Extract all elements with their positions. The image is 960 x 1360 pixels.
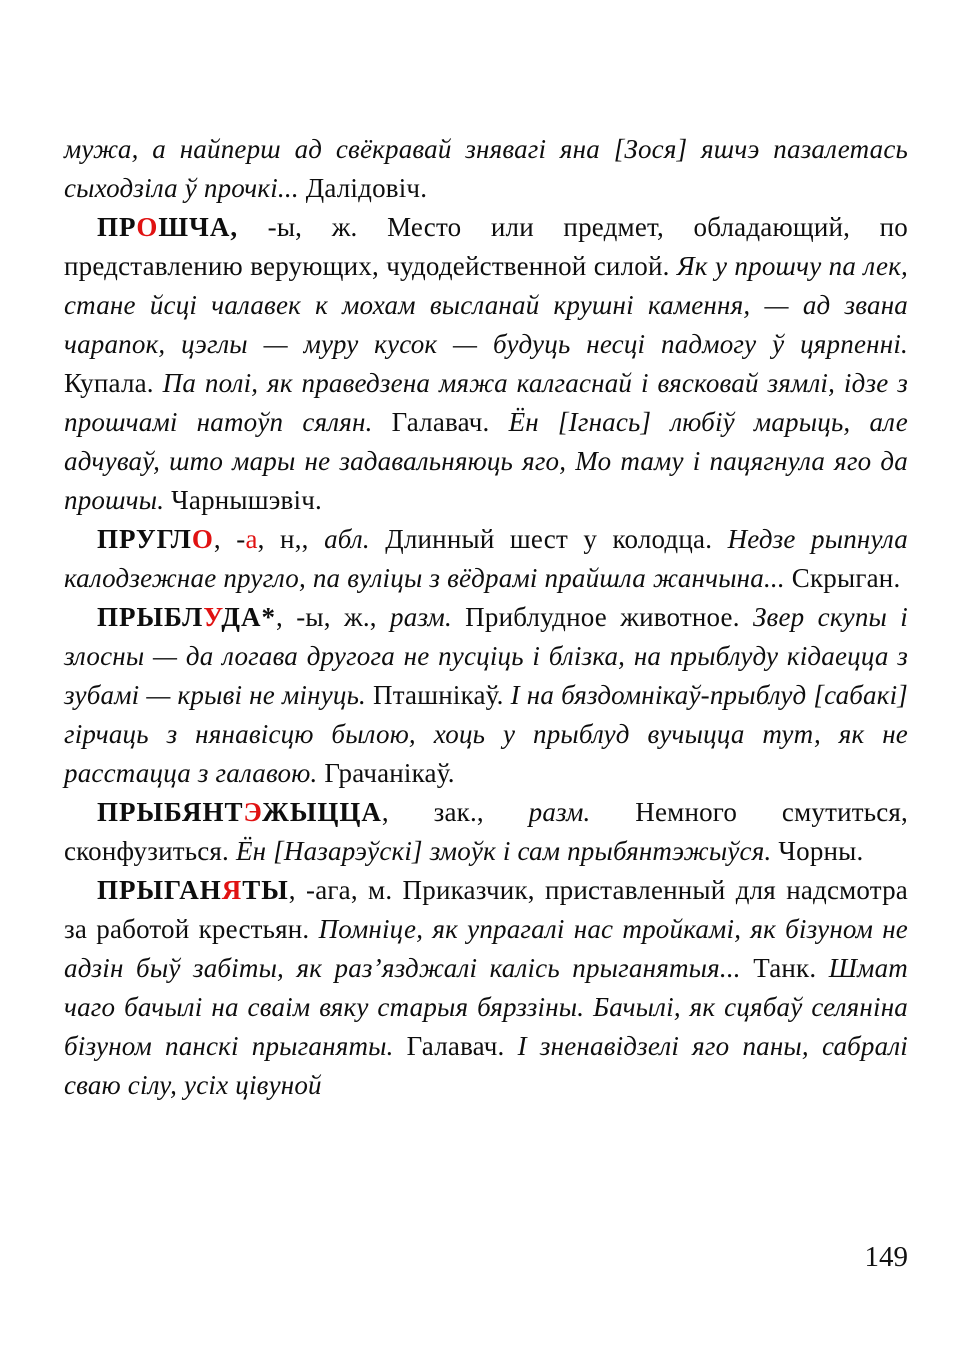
dictionary-entry-3 <box>64 598 908 793</box>
example-text-segment: Звер скупы і злосны — да логава другога не пусціць і блізка, на прыблуду кідаецца з зубамі — крыві не мінуць. <box>64 602 909 710</box>
text-segment: Далідовіч. <box>305 173 428 203</box>
text-segment: Скрыган. <box>791 563 901 593</box>
dictionary-text-block <box>64 130 908 1105</box>
dictionary-entry-4 <box>64 793 908 871</box>
dictionary-entry-1 <box>64 208 908 520</box>
dictionary-entry-0 <box>64 130 908 208</box>
example-text-segment: І зненавідзелі яго паны, сабралі сваю сілу, усіх цівуной <box>64 1031 908 1100</box>
headword: ПР <box>97 212 137 242</box>
headword: ПРЫБЯНТ <box>97 797 244 827</box>
text-segment: , - <box>213 524 246 554</box>
headword-stressed-letter: О <box>191 524 214 554</box>
dictionary-entry-5 <box>64 871 908 1105</box>
text-segment: Галавач. <box>391 407 509 437</box>
text-segment: , зак., <box>381 797 529 827</box>
example-text-segment: абл. <box>324 524 370 554</box>
text-segment: , -ага, м. Приказчик, приставленный для надсмотра за работой крестьян. <box>64 875 908 944</box>
text-segment: Купала. <box>64 368 163 398</box>
headword: ПРЫБЛ <box>97 602 204 632</box>
text-segment: , н,, <box>257 524 325 554</box>
example-text-segment: Як у прошчу па лек, стане йсці чалавек к мохам высланай крушні камення, — ад звана чарапок, цэглы — муру кусок — будуць несці падмогу ў цярпенні. <box>64 251 908 359</box>
headword: ПРУГЛ <box>97 524 192 554</box>
example-text-segment: І на бяздомнікаў-прыблуд [сабакі] гірчаць з нянавісцю былою, хоць у прыблуд вучыцца тут, як не расстацца з галавою. <box>64 680 908 788</box>
headword-stressed-letter: Я <box>221 875 243 905</box>
headword: ЖЫЦЦА <box>262 797 382 827</box>
text-segment: , -ы, ж., <box>275 602 391 632</box>
example-text-segment: Помніце, як упрагалі нас тройкамі, як бізуном не адзін быў забіты, як раз’язджалі калісь прыганятыя... <box>64 914 908 983</box>
headword: ДА* <box>221 602 276 632</box>
text-segment: Галавач. <box>406 1031 518 1061</box>
example-text-segment: Па полі, як праведзена мяжа калгаснай і вясковай зямлі, ідзе з прошчамі натоўп сялян. <box>64 368 908 437</box>
example-text-segment: Ён [Назарэўскі] змоўк і сам прыбянтэжыўся. <box>235 836 779 866</box>
dictionary-entry-2 <box>64 520 908 598</box>
example-text-segment: разм. <box>390 602 452 632</box>
headword-stressed-letter: Э <box>243 797 263 827</box>
text-segment: Танк. <box>753 953 829 983</box>
text-segment: Чарнышэвіч. <box>171 485 322 515</box>
text-segment: -ы, ж. Место или предмет, обладающий, по представлению верующих, чудодейственной силой. <box>64 212 908 281</box>
example-text-segment: Шмат чаго бачылі на сваім вяку старыя бярззіны. Бачылі, як сцябаў селяніна бізуном панскі прыганяты. <box>64 953 908 1061</box>
headword: ПРЫГАН <box>97 875 222 905</box>
headword-stressed-letter: О <box>136 212 159 242</box>
text-segment: Пташнікаў. <box>373 680 511 710</box>
headword: ШЧА, <box>158 212 239 242</box>
text-segment: Длинный шест у колодца. <box>369 524 728 554</box>
text-segment: Приблудное животное. <box>451 602 753 632</box>
stressed-ending: а <box>245 524 258 554</box>
headword-stressed-letter: У <box>203 602 222 632</box>
headword: ТЫ <box>242 875 289 905</box>
page-number: 149 <box>864 1241 908 1273</box>
example-text-segment: Ён [Ігнась] любіў марыць, але адчуваў, што мары не задавальняюць яго, Мо таму і пацягнула яго да прошчы. <box>64 407 908 515</box>
example-text-segment: Недзе рыпнула калодзежнае пругло, па вуліцы з вёдрамі прайшла жанчына... <box>64 524 908 593</box>
text-segment: Чорны. <box>778 836 864 866</box>
example-text-segment: мужа, а найперш ад свёкравай знявагі яна [Зося] яшчэ пазалетась сыходзіла ў прочкі... <box>64 134 908 203</box>
text-segment: Немного смутиться, сконфузиться. <box>64 797 908 866</box>
example-text-segment: разм. <box>528 797 591 827</box>
text-segment: Грачанікаў. <box>324 758 455 788</box>
